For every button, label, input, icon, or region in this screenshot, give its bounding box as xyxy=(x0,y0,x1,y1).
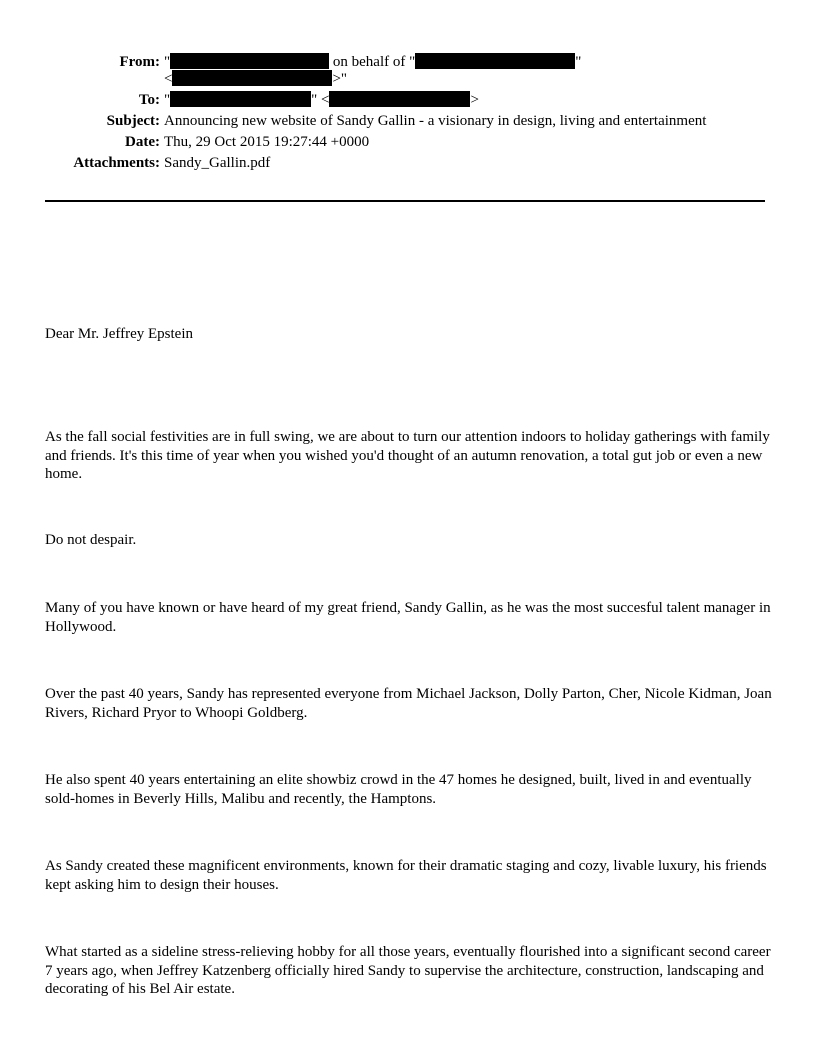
date-label: Date: xyxy=(125,134,160,150)
to-row xyxy=(0,90,816,111)
attachment-file-link[interactable]: Sandy_Gallin.pdf xyxy=(164,155,271,171)
redacted-recipient-email xyxy=(329,91,470,107)
body-paragraph-4: Over the past 40 years, Sandy has represented everyone from Michael Jackson, Dolly Parton, Cher, Nicole Kidman, Joan Rivers, Richard Pryor to Whoopi Goldberg. xyxy=(45,686,772,721)
from-quote-open: " xyxy=(164,54,171,70)
from-angle-close: >" xyxy=(332,71,348,87)
to-angle-close: > xyxy=(470,92,479,108)
to-value xyxy=(164,90,479,111)
body-paragraph-1: As the fall social festivities are in full swing, we are about to turn our attention indoors to holiday gatherings with family and friends. It's this time of year when you wished you'd thought of an autumn renovation, a total gut job or even a new home. xyxy=(45,429,770,482)
subject-row xyxy=(0,111,816,132)
body-paragraph-3: Many of you have known or have heard of my great friend, Sandy Gallin, as he was the most succesful talent manager in Hollywood. xyxy=(45,600,771,635)
from-angle-open: < xyxy=(164,71,173,87)
redacted-recipient-name xyxy=(170,91,311,107)
attachments-row xyxy=(0,153,816,174)
from-line-2 xyxy=(164,69,347,90)
to-mid-text: " < xyxy=(311,92,330,108)
redacted-sender-name xyxy=(170,53,329,69)
body-paragraph-6: As Sandy created these magnificent environments, known for their dramatic staging and cozy, livable luxury, his friends kept asking him to design their houses. xyxy=(45,858,767,893)
to-quote-open: " xyxy=(164,92,171,108)
from-on-behalf-text: on behalf of " xyxy=(329,54,416,70)
from-label: From: xyxy=(119,54,160,70)
email-header xyxy=(0,52,816,174)
body-paragraph-7: What started as a sideline stress-relieving hobby for all those years, eventually flourished into a significant second career 7 years ago, when Jeffrey Katzenberg officially hired Sandy to supervise the architecture, construction, landscaping and decorating of his Bel Air estate. xyxy=(45,944,771,997)
date-row xyxy=(0,132,816,153)
from-row xyxy=(0,52,816,90)
subject-label: Subject: xyxy=(106,113,160,129)
body-paragraph-5: He also spent 40 years entertaining an elite showbiz crowd in the 47 homes he designed, built, lived in and eventually sold-homes in Beverly Hills, Malibu and recently, the Hamptons. xyxy=(45,772,752,807)
subject-value: Announcing new website of Sandy Gallin - a visionary in design, living and entertainment xyxy=(164,113,707,129)
from-quote-close: " xyxy=(575,54,582,70)
attachments-label: Attachments: xyxy=(73,155,160,171)
date-value: Thu, 29 Oct 2015 19:27:44 +0000 xyxy=(164,134,370,150)
redacted-sender-email xyxy=(172,70,332,86)
header-divider xyxy=(45,200,765,202)
redacted-behalf-name xyxy=(415,53,575,69)
salutation: Dear Mr. Jeffrey Epstein xyxy=(45,326,194,342)
to-label: To: xyxy=(138,92,160,108)
body-paragraph-2: Do not despair. xyxy=(45,532,137,548)
